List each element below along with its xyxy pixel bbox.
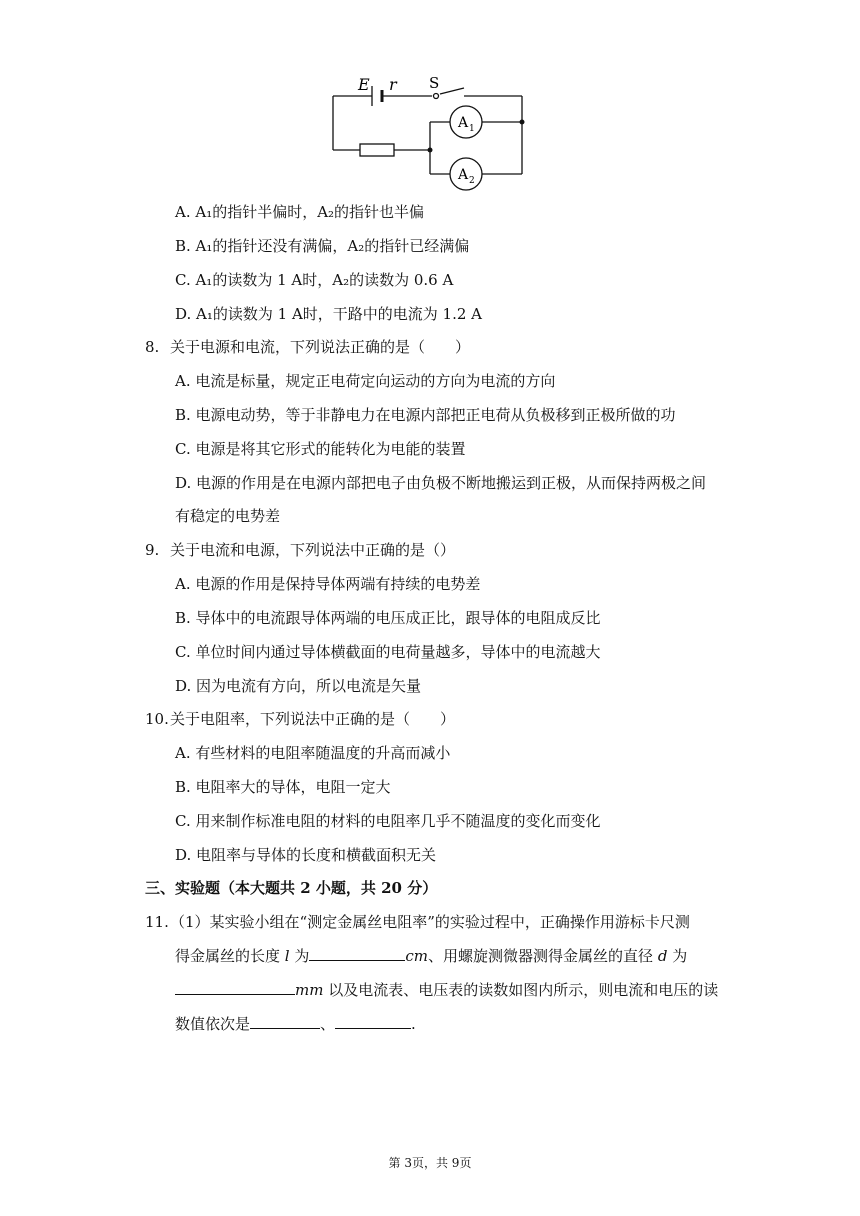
label-internal-resistance: r	[389, 75, 397, 94]
q11-var-l: l	[284, 947, 290, 965]
q11-text: 以及电流表、电压表的读数如图内所示，则电流和电压的读	[328, 981, 719, 999]
q11-separator: 、	[320, 1015, 336, 1033]
q11-line-4	[175, 1014, 416, 1034]
q7-option-c: C. A₁的读数为 1 A时，A₂的读数为 0.6 A	[175, 271, 454, 289]
q9-option-a: A. 电源的作用是保持导体两端有持续的电势差	[175, 575, 481, 593]
q11-unit-cm: cm	[405, 947, 429, 965]
page-footer: 第 3页，共 9页	[388, 1156, 472, 1170]
q11-line-2	[175, 946, 687, 966]
label-ammeter-a1-sub: 1	[469, 124, 475, 134]
q8-option-a: A. 电流是标量，规定正电荷定向运动的方向为电流的方向	[175, 372, 556, 390]
q11-period: .	[411, 1015, 416, 1033]
answer-blank-diameter[interactable]	[175, 980, 295, 995]
answer-blank-voltage[interactable]	[335, 1014, 411, 1029]
q8-number: 8.	[145, 338, 160, 356]
section-heading-experiments: 三、实验题（本大题共 2 小题，共 20 分）	[145, 879, 438, 897]
q7-option-b: B. A₁的指针还没有满偏，A₂的指针已经满偏	[175, 237, 470, 255]
q10-stem: 关于电阻率，下列说法中正确的是（ ）	[170, 710, 456, 728]
q10-option-b: B. 电阻率大的导体，电阻一定大	[175, 778, 391, 796]
label-ammeter-a2-sub: 2	[469, 176, 475, 186]
q11-line-1: （1）某实验小组在“测定金属丝电阻率”的实验过程中，正确操作用游标卡尺测	[170, 913, 690, 931]
label-switch: S	[429, 74, 440, 92]
q9-option-d: D. 因为电流有方向，所以电流是矢量	[175, 677, 422, 695]
q10-option-a: A. 有些材料的电阻率随温度的升高而减小	[175, 744, 451, 762]
junction-dot	[428, 148, 433, 153]
label-ammeter-a1: A	[458, 115, 469, 131]
q9-option-b: B. 导体中的电流跟导体两端的电压成正比，跟导体的电阻成反比	[175, 609, 601, 627]
q10-number: 10.	[145, 710, 169, 728]
answer-blank-length[interactable]	[309, 946, 405, 961]
q10-option-d: D. 电阻率与导体的长度和横截面积无关	[175, 846, 437, 864]
label-emf: E	[358, 75, 370, 94]
q8-option-b: B. 电源电动势，等于非静电力在电源内部把正电荷从负极移到正极所做的功	[175, 406, 676, 424]
q9-stem: 关于电流和电源，下列说法中正确的是（）	[170, 541, 456, 559]
q11-text: 得金属丝的长度	[175, 947, 281, 965]
q8-option-c: C. 电源是将其它形式的能转化为电能的装置	[175, 440, 466, 458]
q8-option-d-cont: 有稳定的电势差	[175, 507, 281, 525]
q8-stem: 关于电源和电流，下列说法正确的是（ ）	[170, 338, 471, 356]
junction-dot	[520, 120, 525, 125]
q11-text: 、用螺旋测微器测得金属丝的直径	[428, 947, 654, 965]
q9-number: 9.	[145, 541, 160, 559]
label-ammeter-a2: A	[458, 167, 469, 183]
q8-option-d: D. 电源的作用是在电源内部把电子由负极不断地搬运到正极，从而保持两极之间	[175, 474, 707, 492]
answer-blank-current[interactable]	[250, 1014, 320, 1029]
q10-option-c: C. 用来制作标准电阻的材料的电阻率几乎不随温度的变化而变化	[175, 812, 601, 830]
q11-line-3	[175, 980, 718, 1000]
q11-text: 为	[294, 947, 310, 965]
q11-unit-mm: mm	[295, 981, 324, 999]
q11-text: 数值依次是	[175, 1015, 251, 1033]
q11-text: 为	[672, 947, 688, 965]
q7-option-d: D. A₁的读数为 1 A时，干路中的电流为 1.2 A	[175, 305, 483, 323]
q11-var-d: d	[657, 947, 668, 965]
q11-number: 11.	[145, 913, 169, 931]
q7-option-a: A. A₁的指针半偏时，A₂的指针也半偏	[175, 203, 425, 221]
q9-option-c: C. 单位时间内通过导体横截面的电荷量越多，导体中的电流越大	[175, 643, 601, 661]
